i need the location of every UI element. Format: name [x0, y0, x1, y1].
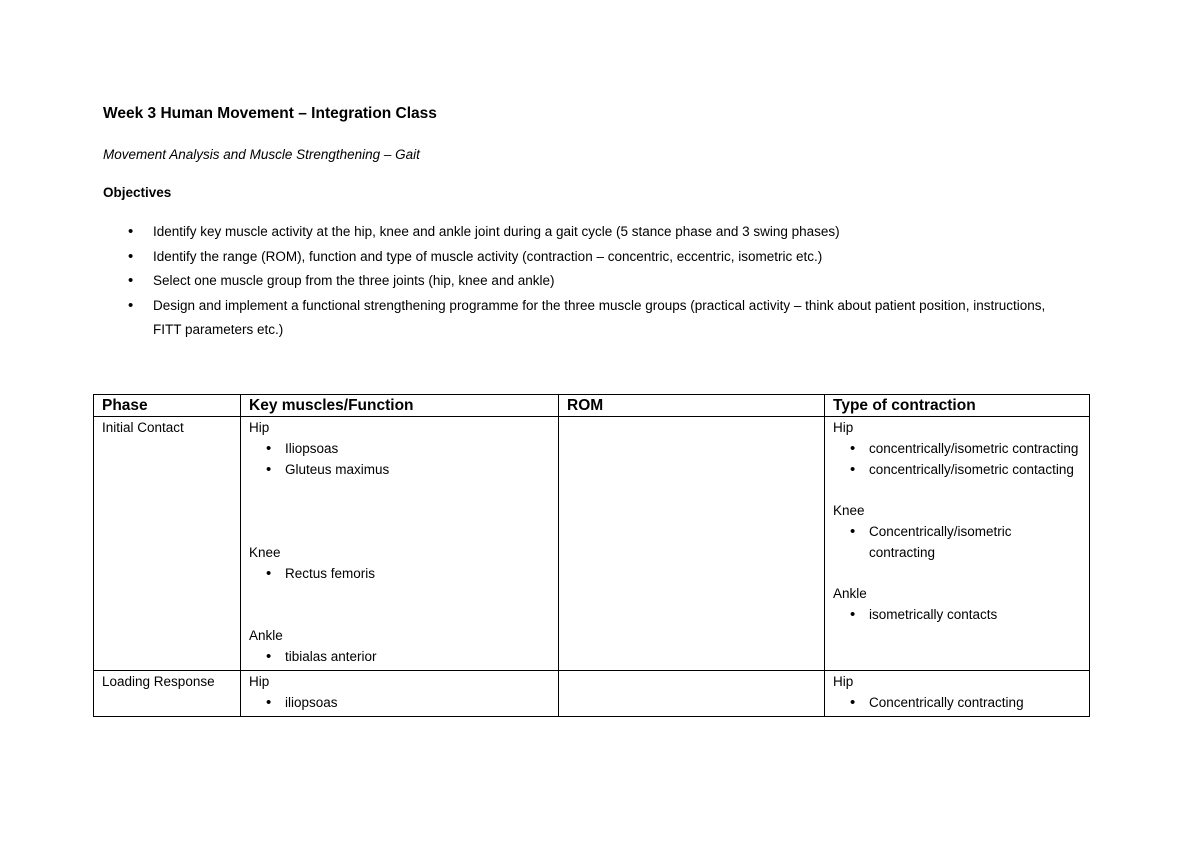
document-title: Week 3 Human Movement – Integration Class [103, 105, 437, 122]
hip-label: Hip [249, 674, 270, 689]
ankle-group [833, 584, 1081, 625]
list-item: • tibialas anterior [249, 646, 550, 667]
list-item: • Concentrically contracting [833, 692, 1081, 713]
objective-item: • Identify key muscle activity at the hip, knee and ankle joint during a gait cycle (5 stance phase and 3 swing phases) [103, 220, 1063, 245]
hip-group [833, 672, 1081, 713]
table-header-row [94, 395, 1090, 417]
phase-cell: Initial Contact [94, 417, 241, 671]
objectives-list [103, 220, 1063, 343]
header-rom: ROM [559, 395, 825, 417]
knee-label: Knee [833, 503, 865, 518]
table-row [94, 671, 1090, 717]
knee-group [249, 543, 550, 626]
list-item: • Concentrically/isometric contracting [833, 521, 1081, 563]
table-row [94, 417, 1090, 671]
ankle-group [249, 626, 550, 667]
gait-analysis-table [93, 394, 1090, 717]
header-phase: Phase [94, 395, 241, 417]
hip-group [249, 672, 550, 713]
muscles-cell [241, 417, 559, 671]
objectives-heading: Objectives [103, 185, 172, 200]
rom-cell [559, 671, 825, 717]
hip-label: Hip [833, 674, 854, 689]
list-item: • concentrically/isometric contracting [833, 438, 1081, 459]
contraction-cell [825, 671, 1090, 717]
contraction-cell [825, 417, 1090, 671]
phase-cell: Loading Response [94, 671, 241, 717]
list-item: • Gluteus maximus [249, 459, 550, 480]
objective-item: • Identify the range (ROM), function and type of muscle activity (contraction – concentric, eccentric, isometric etc.) [103, 245, 1063, 270]
objective-item: • Select one muscle group from the three joints (hip, knee and ankle) [103, 269, 1063, 294]
muscles-cell [241, 671, 559, 717]
header-key-muscles: Key muscles/Function [241, 395, 559, 417]
document-subtitle: Movement Analysis and Muscle Strengthening – Gait [103, 147, 420, 162]
hip-label: Hip [249, 420, 270, 435]
hip-label: Hip [833, 420, 854, 435]
list-item: • concentrically/isometric contacting [833, 459, 1081, 480]
list-item: • Rectus femoris [249, 563, 550, 584]
list-item: • isometrically contacts [833, 604, 1081, 625]
rom-cell [559, 417, 825, 671]
hip-group [833, 418, 1081, 501]
hip-group [249, 418, 550, 543]
knee-label: Knee [249, 545, 281, 560]
list-item: • Iliopsoas [249, 438, 550, 459]
ankle-label: Ankle [249, 628, 283, 643]
list-item: • iliopsoas [249, 692, 550, 713]
knee-group [833, 501, 1081, 584]
header-contraction: Type of contraction [825, 395, 1090, 417]
ankle-label: Ankle [833, 586, 867, 601]
objective-item: • Design and implement a functional strengthening programme for the three muscle groups (practical activity – think about patient position, instructions, FITT parameters etc.) [103, 294, 1063, 343]
